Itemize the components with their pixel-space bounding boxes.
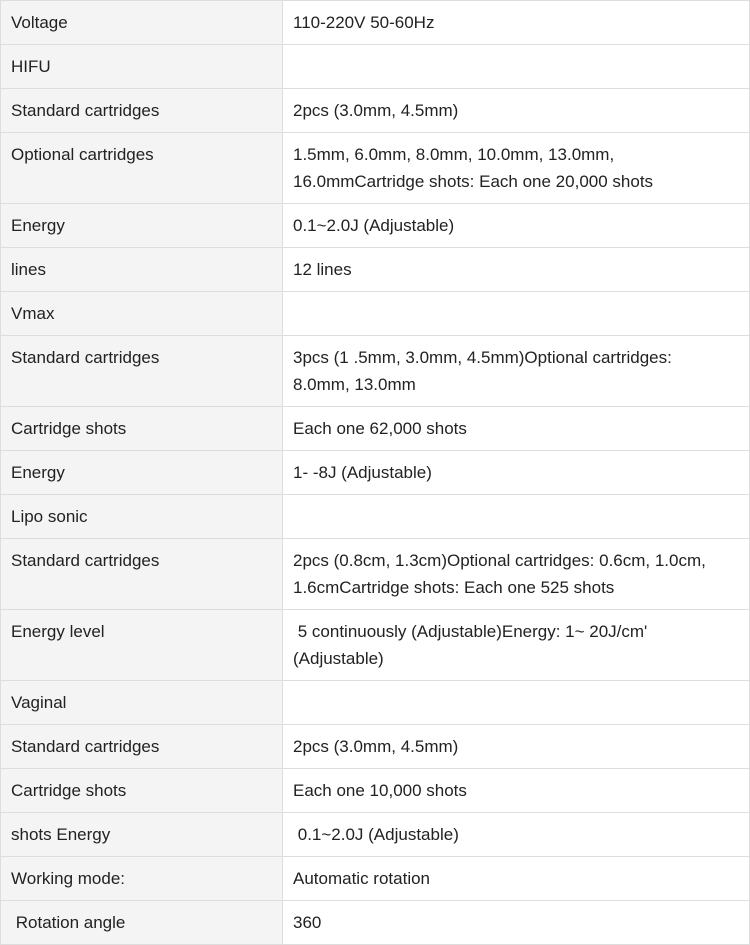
spec-label: Standard cartridges — [1, 336, 283, 407]
spec-label: Vmax — [1, 292, 283, 336]
table-row — [1, 813, 750, 857]
table-row — [1, 539, 750, 610]
spec-label: Energy — [1, 204, 283, 248]
spec-value: 5 continuously (Adjustable)Energy: 1~ 20J/cm' (Adjustable) — [283, 610, 750, 681]
spec-value: 0.1~2.0J (Adjustable) — [283, 204, 750, 248]
spec-value — [283, 292, 750, 336]
spec-label: lines — [1, 248, 283, 292]
spec-value: 1.5mm, 6.0mm, 8.0mm, 10.0mm, 13.0mm, 16.0mmCartridge shots: Each one 20,000 shots — [283, 133, 750, 204]
table-row — [1, 610, 750, 681]
table-row — [1, 89, 750, 133]
spec-value — [283, 495, 750, 539]
spec-label: Voltage — [1, 1, 283, 45]
spec-value: 3pcs (1 .5mm, 3.0mm, 4.5mm)Optional cartridges: 8.0mm, 13.0mm — [283, 336, 750, 407]
spec-value: 2pcs (0.8cm, 1.3cm)Optional cartridges: 0.6cm, 1.0cm, 1.6cmCartridge shots: Each one 525 shots — [283, 539, 750, 610]
table-row — [1, 407, 750, 451]
spec-value: 110-220V 50-60Hz — [283, 1, 750, 45]
spec-value: 0.1~2.0J (Adjustable) — [283, 813, 750, 857]
spec-value: Each one 10,000 shots — [283, 769, 750, 813]
table-row — [1, 495, 750, 539]
spec-value: Automatic rotation — [283, 857, 750, 901]
spec-value: 360 — [283, 901, 750, 945]
table-row — [1, 857, 750, 901]
table-row — [1, 1, 750, 45]
table-row — [1, 204, 750, 248]
spec-label: Energy level — [1, 610, 283, 681]
spec-label: Standard cartridges — [1, 539, 283, 610]
spec-label: Working mode: — [1, 857, 283, 901]
spec-table-body — [1, 1, 750, 945]
table-row — [1, 336, 750, 407]
spec-label: Standard cartridges — [1, 725, 283, 769]
spec-label: Energy — [1, 451, 283, 495]
spec-label: shots Energy — [1, 813, 283, 857]
table-row — [1, 681, 750, 725]
table-row — [1, 901, 750, 945]
spec-label: Optional cartridges — [1, 133, 283, 204]
spec-value: 1- -8J (Adjustable) — [283, 451, 750, 495]
table-row — [1, 292, 750, 336]
spec-label: Rotation angle — [1, 901, 283, 945]
spec-value: 2pcs (3.0mm, 4.5mm) — [283, 725, 750, 769]
spec-value: 12 lines — [283, 248, 750, 292]
table-row — [1, 45, 750, 89]
spec-label: Standard cartridges — [1, 89, 283, 133]
table-row — [1, 451, 750, 495]
spec-value — [283, 45, 750, 89]
table-row — [1, 133, 750, 204]
spec-value: 2pcs (3.0mm, 4.5mm) — [283, 89, 750, 133]
spec-value — [283, 681, 750, 725]
table-row — [1, 725, 750, 769]
spec-label: Vaginal — [1, 681, 283, 725]
spec-label: Cartridge shots — [1, 407, 283, 451]
spec-label: Cartridge shots — [1, 769, 283, 813]
table-row — [1, 248, 750, 292]
spec-label: Lipo sonic — [1, 495, 283, 539]
spec-label: HIFU — [1, 45, 283, 89]
spec-value: Each one 62,000 shots — [283, 407, 750, 451]
table-row — [1, 769, 750, 813]
